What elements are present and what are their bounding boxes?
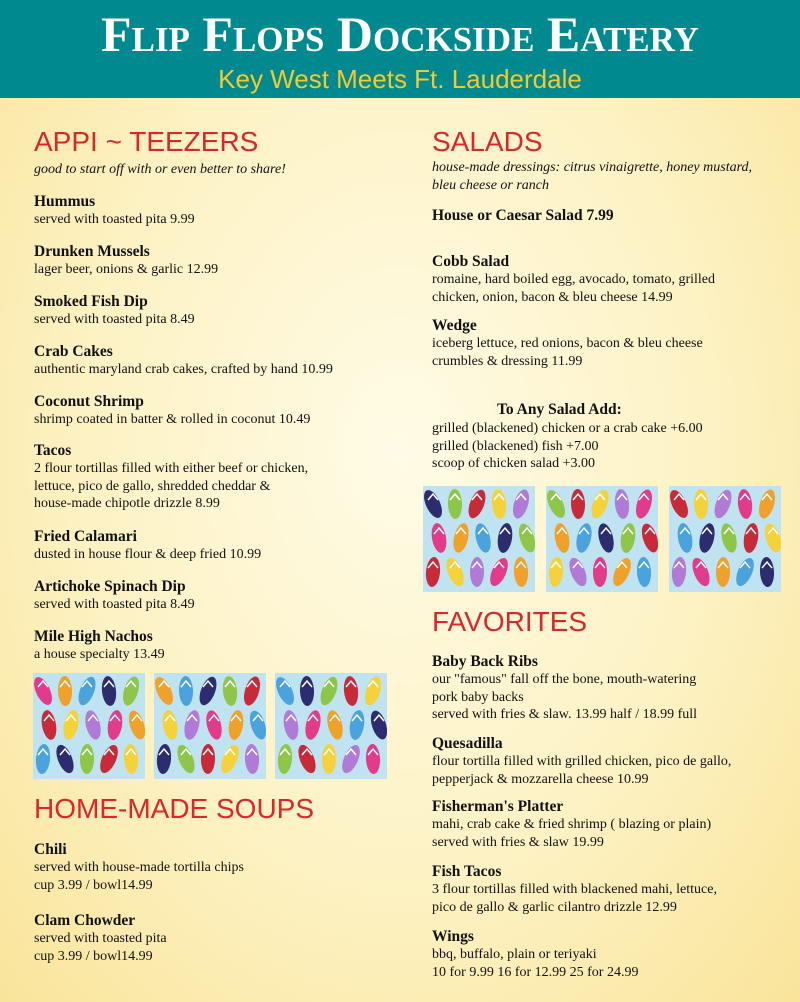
flip-flops-photo bbox=[423, 486, 535, 592]
salad-addon-item: grilled (blackened) fish +7.00 bbox=[432, 438, 599, 454]
restaurant-title: Flip Flops Dockside Eatery bbox=[101, 6, 699, 62]
flip-flop-shape bbox=[275, 674, 298, 707]
flip-flop-shape bbox=[451, 522, 471, 554]
favorite-item bbox=[432, 797, 711, 851]
item-name: Wings bbox=[432, 928, 474, 945]
flip-flop-shape bbox=[247, 709, 266, 742]
flip-flop-shape bbox=[689, 555, 713, 588]
appetizer-item bbox=[34, 192, 195, 229]
item-description: served with toasted pita 9.99 bbox=[34, 212, 195, 227]
salad-item bbox=[432, 316, 703, 370]
item-description: pico de gallo & garlic cilantro drizzle 12.99 bbox=[432, 899, 677, 915]
flip-flop-shape bbox=[120, 675, 142, 708]
flip-flop-shape bbox=[443, 555, 467, 588]
flip-flop-shape bbox=[83, 709, 104, 741]
flip-flops-photo bbox=[546, 486, 658, 592]
salads-note-line-2: bleu cheese or ranch bbox=[432, 178, 550, 193]
item-name: Fried Calamari bbox=[34, 528, 137, 545]
item-description: iceberg lettuce, red onions, bacon & bleu cheese bbox=[432, 336, 703, 351]
salad-addon-item: grilled (blackened) chicken or a crab cake +6.00 bbox=[432, 421, 703, 436]
item-name: Chili bbox=[34, 841, 67, 858]
flip-flop-shape bbox=[126, 709, 145, 742]
favorite-item bbox=[432, 927, 638, 981]
appetizer-item bbox=[34, 342, 333, 379]
item-name: Fish Tacos bbox=[432, 863, 502, 880]
favorites-title: FAVORITES bbox=[432, 606, 588, 637]
flip-flop-shape bbox=[669, 487, 692, 520]
item-description: served with fries & slaw 19.99 bbox=[432, 834, 604, 850]
flip-flop-shape bbox=[204, 709, 225, 741]
item-description: dusted in house flour & deep fried 10.99 bbox=[34, 547, 262, 562]
salad-addon-item: scoop of chicken salad +3.00 bbox=[432, 456, 596, 471]
item-name: Crab Cakes bbox=[34, 343, 113, 360]
appetizers-note: good to start off with or even better to share! bbox=[34, 162, 286, 177]
flip-flop-shape bbox=[430, 522, 449, 554]
item-name: Drunken Mussels bbox=[34, 243, 150, 260]
flip-flops-photo bbox=[33, 673, 145, 779]
salads-title: SALADS bbox=[432, 126, 543, 157]
item-name: Fisherman's Platter bbox=[432, 798, 564, 815]
appetizer-item bbox=[34, 577, 195, 614]
flip-flops-image bbox=[33, 673, 145, 779]
flip-flop-shape bbox=[97, 742, 122, 775]
flip-flop-shape bbox=[218, 742, 243, 775]
flip-flops-image bbox=[423, 486, 535, 592]
flip-flop-shape bbox=[697, 522, 717, 554]
flip-flop-shape bbox=[61, 709, 81, 741]
item-description: mahi, crab cake & fried shrimp ( blazing or plain) bbox=[432, 817, 712, 832]
flip-flop-shape bbox=[241, 675, 263, 708]
flip-flop-shape bbox=[303, 709, 323, 741]
flip-flop-shape bbox=[733, 555, 758, 588]
flip-flop-shape bbox=[762, 522, 781, 555]
flip-flop-shape bbox=[639, 522, 658, 555]
favorite-item bbox=[432, 862, 717, 916]
header-banner bbox=[0, 0, 800, 98]
appetizer-item bbox=[34, 441, 308, 513]
flip-flop-shape bbox=[174, 742, 198, 775]
flip-flop-shape bbox=[339, 742, 364, 775]
item-description: lager beer, onions & garlic 12.99 bbox=[34, 262, 219, 277]
appetizers-title: APPI ~ TEEZERS bbox=[34, 126, 259, 157]
appetizer-item bbox=[34, 627, 165, 664]
item-description: cup 3.99 / bowl14.99 bbox=[34, 948, 153, 964]
item-description: served with toasted pita 8.49 bbox=[34, 597, 195, 612]
favorite-item bbox=[432, 652, 697, 724]
flip-flop-shape bbox=[33, 674, 56, 707]
flip-flop-shape bbox=[40, 709, 59, 741]
flip-flops-image bbox=[154, 673, 266, 779]
item-description: served with toasted pita bbox=[34, 931, 167, 946]
appetizer-item bbox=[34, 242, 218, 279]
flip-flops-photo bbox=[669, 486, 781, 592]
flip-flops-image bbox=[546, 486, 658, 592]
item-description: pork baby backs bbox=[432, 689, 524, 705]
salad-addon-list bbox=[432, 420, 703, 473]
flip-flop-shape bbox=[553, 522, 572, 554]
salad-item bbox=[432, 206, 614, 225]
item-name: Quesadilla bbox=[432, 735, 503, 752]
flip-flop-shape bbox=[574, 522, 594, 554]
flip-flop-shape bbox=[362, 675, 384, 708]
flip-flop-shape bbox=[566, 555, 590, 588]
flip-flop-shape bbox=[317, 674, 341, 707]
flip-flop-shape bbox=[588, 487, 612, 520]
item-description: flour tortilla filled with grilled chicken, pico de gallo, bbox=[432, 754, 732, 769]
item-description: served with toasted pita 8.49 bbox=[34, 312, 195, 327]
item-name: Cobb Salad bbox=[432, 253, 510, 270]
restaurant-tagline: Key West Meets Ft. Lauderdale bbox=[218, 64, 582, 94]
flip-flop-shape bbox=[182, 709, 202, 741]
flip-flop-shape bbox=[282, 709, 301, 741]
item-description: cup 3.99 / bowl14.99 bbox=[34, 877, 153, 893]
item-description: 3 flour tortillas filled with blackened mahi, lettuce, bbox=[432, 882, 717, 897]
flip-flop-shape bbox=[325, 709, 346, 741]
appetizer-item bbox=[34, 292, 195, 329]
item-name: Wedge bbox=[432, 317, 477, 334]
item-description: our "famous" fall off the bone, mouth-watering bbox=[432, 672, 697, 687]
item-description: bbq, buffalo, plain or teriyaki bbox=[432, 947, 597, 962]
item-name: Smoked Fish Dip bbox=[34, 293, 148, 310]
item-name: Mile High Nachos bbox=[34, 628, 153, 645]
item-description: romaine, hard boiled egg, avocado, tomato, grilled bbox=[432, 272, 716, 287]
salads-note-line-1: house-made dressings: citrus vinaigrette, honey mustard, bbox=[432, 160, 753, 175]
item-description: pepperjack & mozzarella cheese 10.99 bbox=[432, 771, 649, 787]
flip-flop-shape bbox=[465, 487, 489, 520]
flip-flops-photo bbox=[275, 673, 387, 779]
salad-addon-title: To Any Salad Add: bbox=[497, 401, 622, 418]
item-description: 2 flour tortillas filled with either beef or chicken, bbox=[34, 461, 309, 476]
item-description: served with house-made tortilla chips bbox=[34, 860, 244, 875]
item-name: Clam Chowder bbox=[34, 912, 136, 929]
item-description: a house specialty 13.49 bbox=[34, 647, 165, 662]
flip-flop-shape bbox=[596, 522, 617, 554]
flip-flop-shape bbox=[75, 674, 99, 707]
item-description: chicken, onion, bacon & bleu cheese 14.99 bbox=[432, 289, 673, 305]
item-name: Baby Back Ribs bbox=[432, 653, 538, 670]
item-description: house-made chipotle drizzle 8.99 bbox=[34, 496, 220, 511]
item-description: crumbles & dressing 11.99 bbox=[432, 353, 583, 369]
flip-flop-shape bbox=[676, 522, 695, 554]
item-description: served with fries & slaw. 13.99 half / 18.99 full bbox=[432, 707, 698, 722]
item-name: Artichoke Spinach Dip bbox=[34, 578, 186, 595]
appetizer-item bbox=[34, 527, 261, 564]
flip-flop-shape bbox=[711, 487, 735, 520]
flip-flop-shape bbox=[756, 488, 778, 521]
flip-flop-shape bbox=[610, 555, 635, 588]
soup-item bbox=[34, 911, 167, 965]
salad-item bbox=[432, 252, 715, 306]
item-description: lettuce, pico de gallo, shredded cheddar & bbox=[34, 478, 271, 494]
flip-flop-shape bbox=[368, 709, 387, 742]
flip-flop-shape bbox=[196, 674, 220, 707]
item-name: Hummus bbox=[34, 193, 96, 210]
flip-flop-shape bbox=[516, 522, 535, 555]
item-name: Tacos bbox=[34, 442, 72, 459]
item-description: 10 for 9.99 16 for 12.99 25 for 24.99 bbox=[432, 964, 639, 980]
item-name: House or Caesar Salad 7.99 bbox=[432, 207, 614, 224]
flip-flops-photo bbox=[154, 673, 266, 779]
flip-flop-shape bbox=[154, 674, 177, 707]
flip-flop-shape bbox=[473, 522, 494, 554]
item-description: authentic maryland crab cakes, crafted by hand 10.99 bbox=[34, 362, 333, 377]
flip-flop-shape bbox=[295, 742, 319, 775]
item-name: Coconut Shrimp bbox=[34, 393, 144, 410]
flip-flops-image bbox=[669, 486, 781, 592]
item-description: shrimp coated in batter & rolled in coconut 10.49 bbox=[34, 412, 311, 427]
flip-flop-shape bbox=[423, 487, 446, 520]
appetizer-item bbox=[34, 392, 310, 429]
flip-flop-shape bbox=[719, 522, 740, 554]
soups-title: HOME-MADE SOUPS bbox=[34, 793, 315, 824]
flip-flop-shape bbox=[53, 742, 77, 775]
flip-flop-shape bbox=[487, 555, 512, 588]
flip-flop-shape bbox=[510, 488, 532, 521]
flip-flops-image bbox=[275, 673, 387, 779]
flip-flop-shape bbox=[546, 487, 569, 520]
favorite-item bbox=[432, 734, 731, 788]
soup-item bbox=[34, 840, 244, 894]
flip-flop-shape bbox=[633, 488, 655, 521]
flip-flop-shape bbox=[161, 709, 180, 741]
